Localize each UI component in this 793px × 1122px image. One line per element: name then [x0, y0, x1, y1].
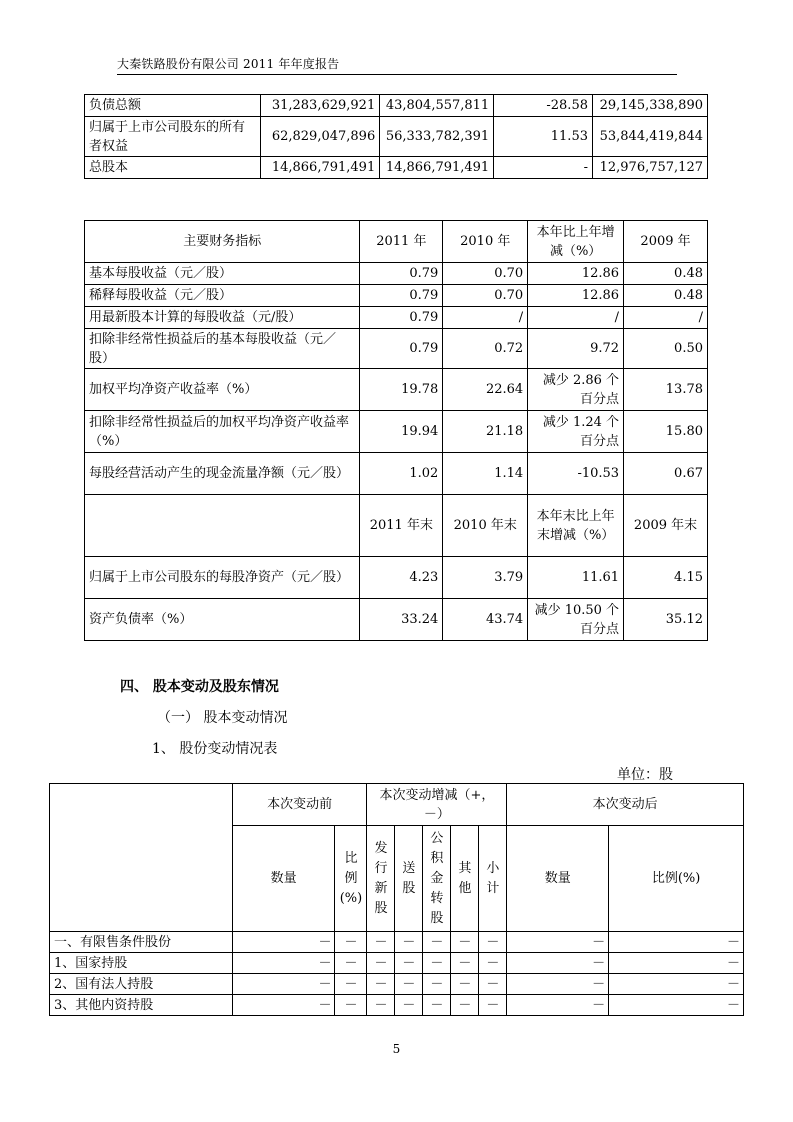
value-change-end: 11.61 — [528, 557, 624, 599]
share-header-row — [50, 784, 744, 826]
row-label: 负债总额 — [85, 95, 261, 117]
share-row-value: － — [395, 995, 423, 1016]
share-row-value: － — [423, 932, 451, 953]
value-2009-end: 4.15 — [624, 557, 708, 599]
share-row-label: 一、有限售条件股份 — [50, 932, 233, 953]
table-row — [85, 157, 708, 179]
value-change: 9.72 — [528, 329, 624, 369]
value-2009: 13.78 — [624, 369, 708, 411]
share-row-value: － — [232, 932, 335, 953]
value-2009-end: 35.12 — [624, 599, 708, 641]
share-row-value: － — [479, 974, 507, 995]
share-row-label: 3、其他内资持股 — [50, 995, 233, 1016]
header-change: 本年比上年增减（%） — [528, 221, 624, 263]
header-change-end: 本年末比上年末增减（%） — [528, 495, 624, 557]
indicators-header-row-2 — [85, 495, 708, 557]
subsubsection-title: 1、 股份变动情况表 — [152, 741, 278, 757]
header-after: 本次变动后 — [507, 784, 744, 826]
value-2011: 0.79 — [360, 307, 443, 329]
value-2011: 19.78 — [360, 369, 443, 411]
value-2009: 0.48 — [624, 263, 708, 285]
row-value: -28.58 — [494, 95, 593, 117]
header-qty: 数量 — [232, 826, 335, 932]
value-2011: 0.79 — [360, 263, 443, 285]
indicator-label: 扣除非经常性损益后的加权平均净资产收益率（%） — [85, 411, 360, 453]
value-change: 减少 2.86 个百分点 — [528, 369, 624, 411]
share-change-table — [49, 783, 744, 1016]
value-2009: 0.67 — [624, 453, 708, 495]
row-value: 31,283,629,921 — [261, 95, 380, 117]
value-2010-end: 3.79 — [443, 557, 528, 599]
share-row-value: － — [609, 995, 744, 1016]
table-row — [50, 995, 744, 1016]
share-row-value: － — [367, 974, 395, 995]
header-subtotal: 小计 — [479, 826, 507, 932]
table-row — [85, 369, 708, 411]
header-change: 本次变动增减（+，－） — [367, 784, 507, 826]
share-row-value: － — [395, 953, 423, 974]
row-value: - — [494, 157, 593, 179]
share-row-value: － — [479, 932, 507, 953]
value-2010-end: 43.74 — [443, 599, 528, 641]
share-row-value: － — [451, 932, 479, 953]
share-row-value: － — [451, 974, 479, 995]
share-row-value: － — [507, 974, 609, 995]
header-2010-end: 2010 年末 — [443, 495, 528, 557]
share-row-value: － — [367, 953, 395, 974]
value-2011-end: 4.23 — [360, 557, 443, 599]
row-value: 56,333,782,391 — [380, 117, 494, 157]
indicator-label: 用最新股本计算的每股收益（元/股） — [85, 307, 360, 329]
share-row-value: － — [479, 953, 507, 974]
share-row-value: － — [232, 953, 335, 974]
share-row-value: － — [232, 974, 335, 995]
row-value: 29,145,338,890 — [592, 95, 707, 117]
value-2010: 0.70 — [443, 263, 528, 285]
header-2011-end: 2011 年末 — [360, 495, 443, 557]
header-2009: 2009 年 — [624, 221, 708, 263]
value-2009: 0.48 — [624, 285, 708, 307]
share-row-value: － — [232, 995, 335, 1016]
value-2009: 15.80 — [624, 411, 708, 453]
share-row-value: － — [395, 974, 423, 995]
value-2010: 0.72 — [443, 329, 528, 369]
indicator-label: 每股经营活动产生的现金流量净额（元／股） — [85, 453, 360, 495]
value-2011: 0.79 — [360, 285, 443, 307]
share-row-label: 2、国有法人持股 — [50, 974, 233, 995]
value-2010: 21.18 — [443, 411, 528, 453]
share-row-value: － — [335, 974, 367, 995]
subsection-title: （一） 股本变动情况 — [157, 710, 288, 726]
share-row-value: － — [423, 995, 451, 1016]
table-row — [85, 95, 708, 117]
header-2010: 2010 年 — [443, 221, 528, 263]
header-2009-end: 2009 年末 — [624, 495, 708, 557]
value-change: 12.86 — [528, 285, 624, 307]
value-change-end: 减少 10.50 个百分点 — [528, 599, 624, 641]
table-row — [50, 932, 744, 953]
value-change: 减少 1.24 个百分点 — [528, 411, 624, 453]
section-title: 四、 股本变动及股东情况 — [120, 679, 279, 695]
value-change: -10.53 — [528, 453, 624, 495]
share-row-value: － — [335, 932, 367, 953]
unit-label: 单位：股 — [617, 767, 673, 783]
indicators-header-row — [85, 221, 708, 263]
share-row-value: － — [609, 932, 744, 953]
share-row-value: － — [507, 995, 609, 1016]
table-row — [50, 953, 744, 974]
share-row-value: － — [335, 953, 367, 974]
header-before: 本次变动前 — [232, 784, 367, 826]
share-row-value: － — [423, 953, 451, 974]
header-empty — [85, 495, 360, 557]
header-issue: 发行新股 — [367, 826, 395, 932]
share-row-value: － — [335, 995, 367, 1016]
table-row — [85, 329, 708, 369]
indicator-label: 基本每股收益（元／股） — [85, 263, 360, 285]
share-row-value: － — [609, 974, 744, 995]
financial-indicators-table — [84, 220, 708, 641]
indicator-label: 归属于上市公司股东的每股净资产（元／股） — [85, 557, 360, 599]
share-row-label: 1、国家持股 — [50, 953, 233, 974]
indicator-label: 稀释每股收益（元／股） — [85, 285, 360, 307]
table-row — [85, 307, 708, 329]
share-row-value: － — [479, 995, 507, 1016]
share-row-value: － — [451, 995, 479, 1016]
share-row-value: － — [507, 953, 609, 974]
share-row-value: － — [451, 953, 479, 974]
share-row-value: － — [395, 932, 423, 953]
row-value: 11.53 — [494, 117, 593, 157]
row-value: 14,866,791,491 — [261, 157, 380, 179]
share-row-value: － — [507, 932, 609, 953]
header-qty-after: 数量 — [507, 826, 609, 932]
header-ratio: 比例 (%) — [335, 826, 367, 932]
indicator-label: 扣除非经常性损益后的基本每股收益（元／股） — [85, 329, 360, 369]
share-row-value: － — [423, 974, 451, 995]
value-2010: / — [443, 307, 528, 329]
value-2011-end: 33.24 — [360, 599, 443, 641]
table-row — [85, 453, 708, 495]
row-value: 62,829,047,896 — [261, 117, 380, 157]
page-number: 5 — [392, 1042, 401, 1056]
table-row — [85, 599, 708, 641]
value-change: 12.86 — [528, 263, 624, 285]
share-row-value: － — [367, 932, 395, 953]
row-label: 归属于上市公司股东的所有者权益 — [85, 117, 261, 157]
row-value: 12,976,757,127 — [592, 157, 707, 179]
row-value: 43,804,557,811 — [380, 95, 494, 117]
indicator-label: 资产负债率（%） — [85, 599, 360, 641]
header-bonus: 送股 — [395, 826, 423, 932]
row-label: 总股本 — [85, 157, 261, 179]
value-change: / — [528, 307, 624, 329]
row-value: 14,866,791,491 — [380, 157, 494, 179]
row-value: 53,844,419,844 — [592, 117, 707, 157]
value-2011: 0.79 — [360, 329, 443, 369]
balance-summary-table — [84, 94, 708, 179]
header-divider — [117, 74, 677, 75]
share-row-value: － — [367, 995, 395, 1016]
value-2011: 19.94 — [360, 411, 443, 453]
value-2009: / — [624, 307, 708, 329]
header-ratio-after: 比例(%) — [609, 826, 744, 932]
header-indicator: 主要财务指标 — [85, 221, 360, 263]
share-row-value: － — [609, 953, 744, 974]
indicator-label: 加权平均净资产收益率（%） — [85, 369, 360, 411]
value-2010: 0.70 — [443, 285, 528, 307]
report-header: 大秦铁路股份有限公司 2011 年年度报告 — [117, 57, 340, 71]
value-2010: 1.14 — [443, 453, 528, 495]
table-row — [85, 411, 708, 453]
table-row — [50, 974, 744, 995]
value-2010: 22.64 — [443, 369, 528, 411]
header-blank — [50, 784, 233, 932]
header-2011: 2011 年 — [360, 221, 443, 263]
table-row — [85, 285, 708, 307]
header-other: 其他 — [451, 826, 479, 932]
value-2011: 1.02 — [360, 453, 443, 495]
table-row — [85, 557, 708, 599]
table-row — [85, 117, 708, 157]
value-2009: 0.50 — [624, 329, 708, 369]
table-row — [85, 263, 708, 285]
header-reserve: 公积金转股 — [423, 826, 451, 932]
